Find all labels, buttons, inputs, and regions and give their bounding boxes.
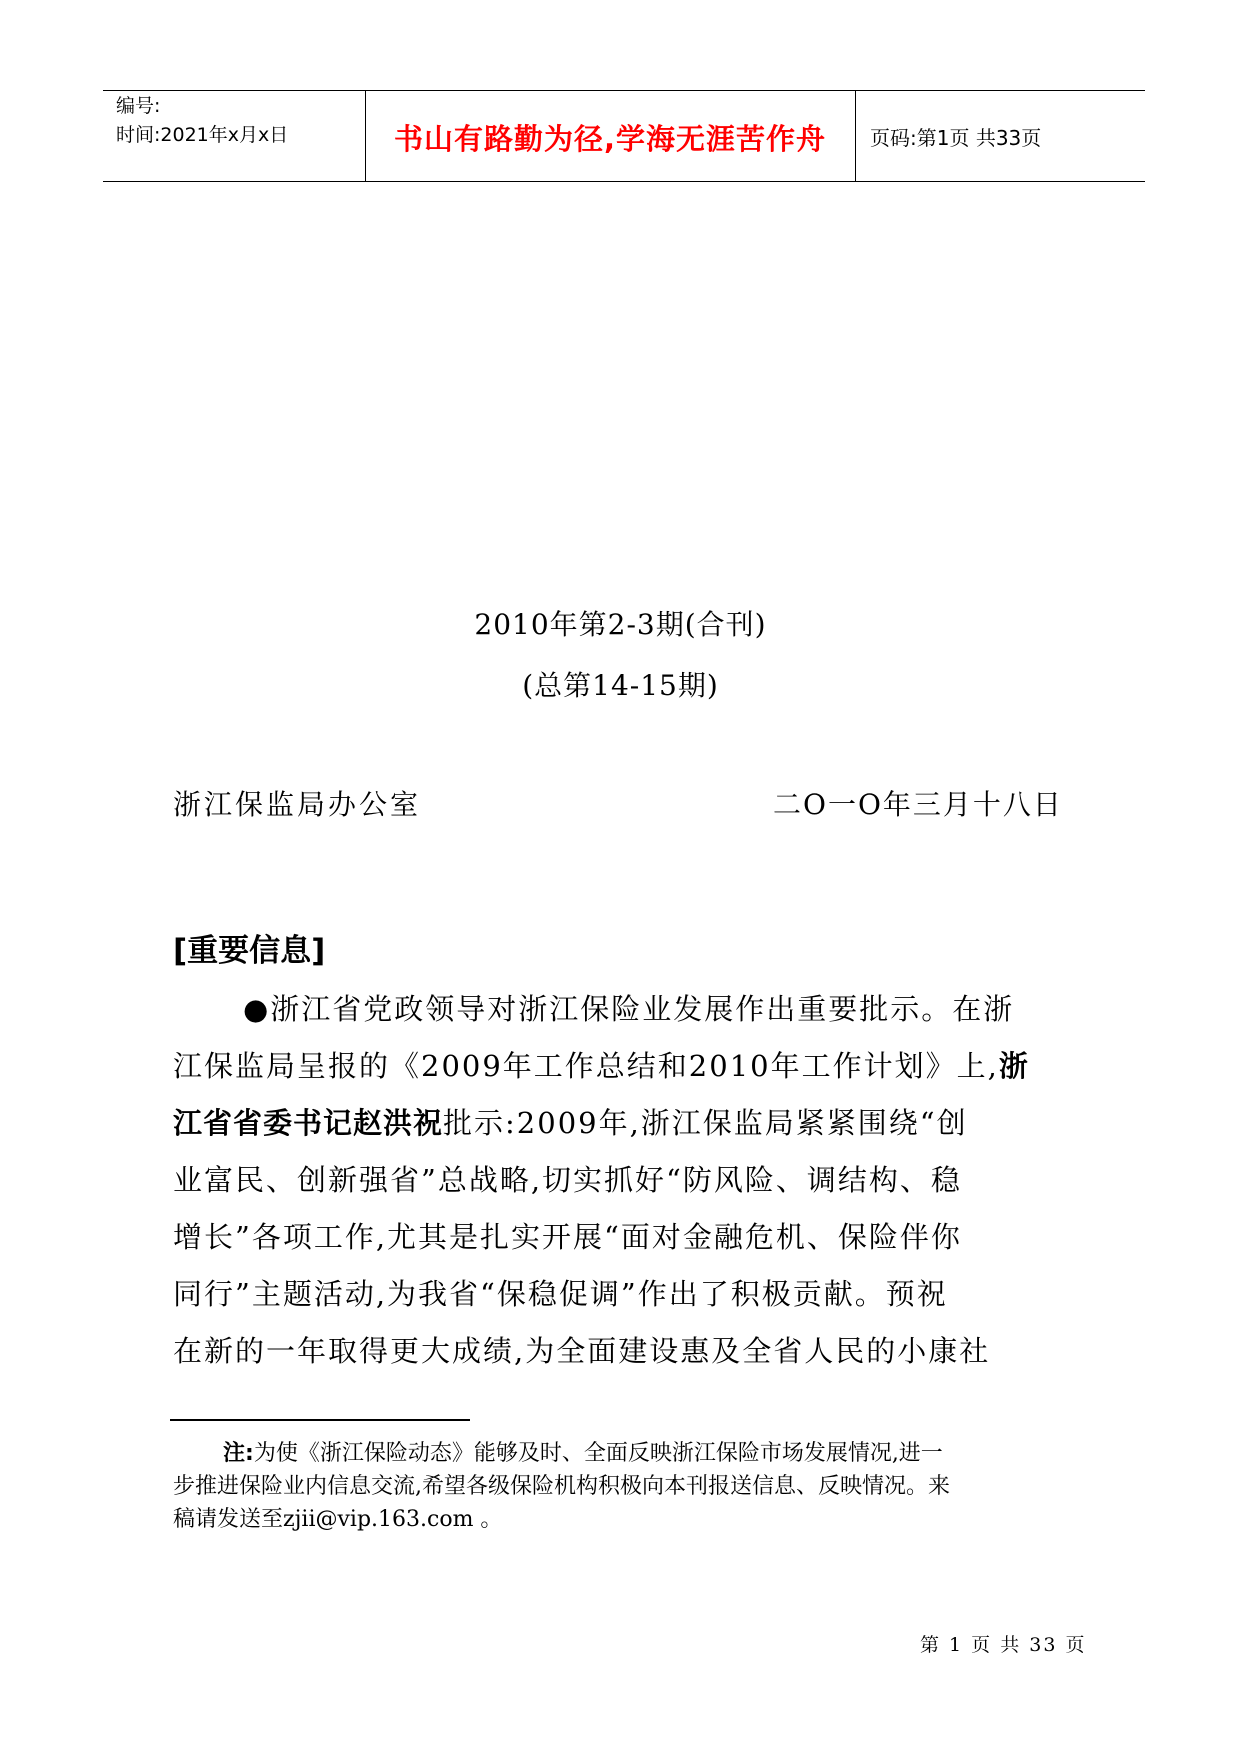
header-page-code: 页码:第1页 共33页 (870, 126, 1042, 150)
paragraph-line-3-bold: 江省省委书记赵洪祝 (173, 1106, 444, 1140)
header-divider-right (855, 90, 856, 182)
header-motto: 书山有路勤为径,学海无涯苦作舟 (393, 122, 827, 156)
body-paragraph (173, 981, 1073, 1380)
footnote-line-1 (173, 1437, 1078, 1470)
office-name: 浙江保监局办公室 (173, 788, 422, 821)
header-top-rule (103, 90, 1145, 91)
footnote-line-1-text: 为使《浙江保险动态》能够及时、全面反映浙江保险市场发展情况,进一 (253, 1441, 943, 1466)
paragraph-line-5-text: 增长”各项工作,尤其是扎实开展“面对金融危机、保险伴你 (173, 1220, 962, 1254)
footnote-line-2: 步推进保险业内信息交流,希望各级保险机构积极向本刊报送信息、反映情况。来 (173, 1474, 950, 1499)
paragraph-line-2-text: 江保监局呈报的《2009年工作总结和2010年工作计划》上, (173, 1049, 999, 1083)
header-number-label: 编号: (116, 95, 161, 117)
header-time-label: 时间:2021年x月x日 (116, 124, 289, 146)
header-meta (116, 92, 288, 150)
paragraph-line-2-bold: 浙 (998, 1049, 1029, 1083)
issue-total-number: (总第14-15期) (522, 669, 719, 702)
paragraph-line-6 (173, 1266, 1073, 1323)
paragraph-line-1-text: ●浙江省党政领导对浙江保险业发展作出重要批示。在浙 (243, 992, 1015, 1026)
paragraph-line-3-text: 批示:2009年,浙江保监局紧紧围绕“创 (443, 1106, 968, 1140)
header-bottom-rule (103, 181, 1145, 182)
paragraph-line-1 (173, 981, 1073, 1038)
paragraph-line-2 (173, 1038, 1073, 1095)
paragraph-line-4 (173, 1152, 1073, 1209)
header-divider-left (365, 90, 366, 182)
paragraph-line-5 (173, 1209, 1073, 1266)
page-footer: 第 1 页 共 33 页 (920, 1634, 1087, 1656)
paragraph-line-6-text: 同行”主题活动,为我省“保稳促调”作出了积极贡献。预祝 (173, 1277, 948, 1311)
paragraph-line-7-text: 在新的一年取得更大成绩,为全面建设惠及全省人民的小康社 (173, 1334, 991, 1368)
section-title: [重要信息] (173, 933, 326, 969)
paragraph-line-3 (173, 1095, 1073, 1152)
footnote-label: 注: (223, 1441, 254, 1466)
footnote-line-3: 稿请发送至zjii@vip.163.com 。 (173, 1507, 503, 1532)
issue-number: 2010年第2-3期(合刊) (474, 608, 767, 641)
footnote-rule (170, 1419, 470, 1421)
paragraph-line-7 (173, 1323, 1073, 1380)
footnote (173, 1437, 1078, 1536)
paragraph-line-4-text: 业富民、创新强省”总战略,切实抓好“防风险、调结构、稳 (173, 1163, 962, 1197)
issue-date: 二O一O年三月十八日 (773, 788, 1063, 821)
